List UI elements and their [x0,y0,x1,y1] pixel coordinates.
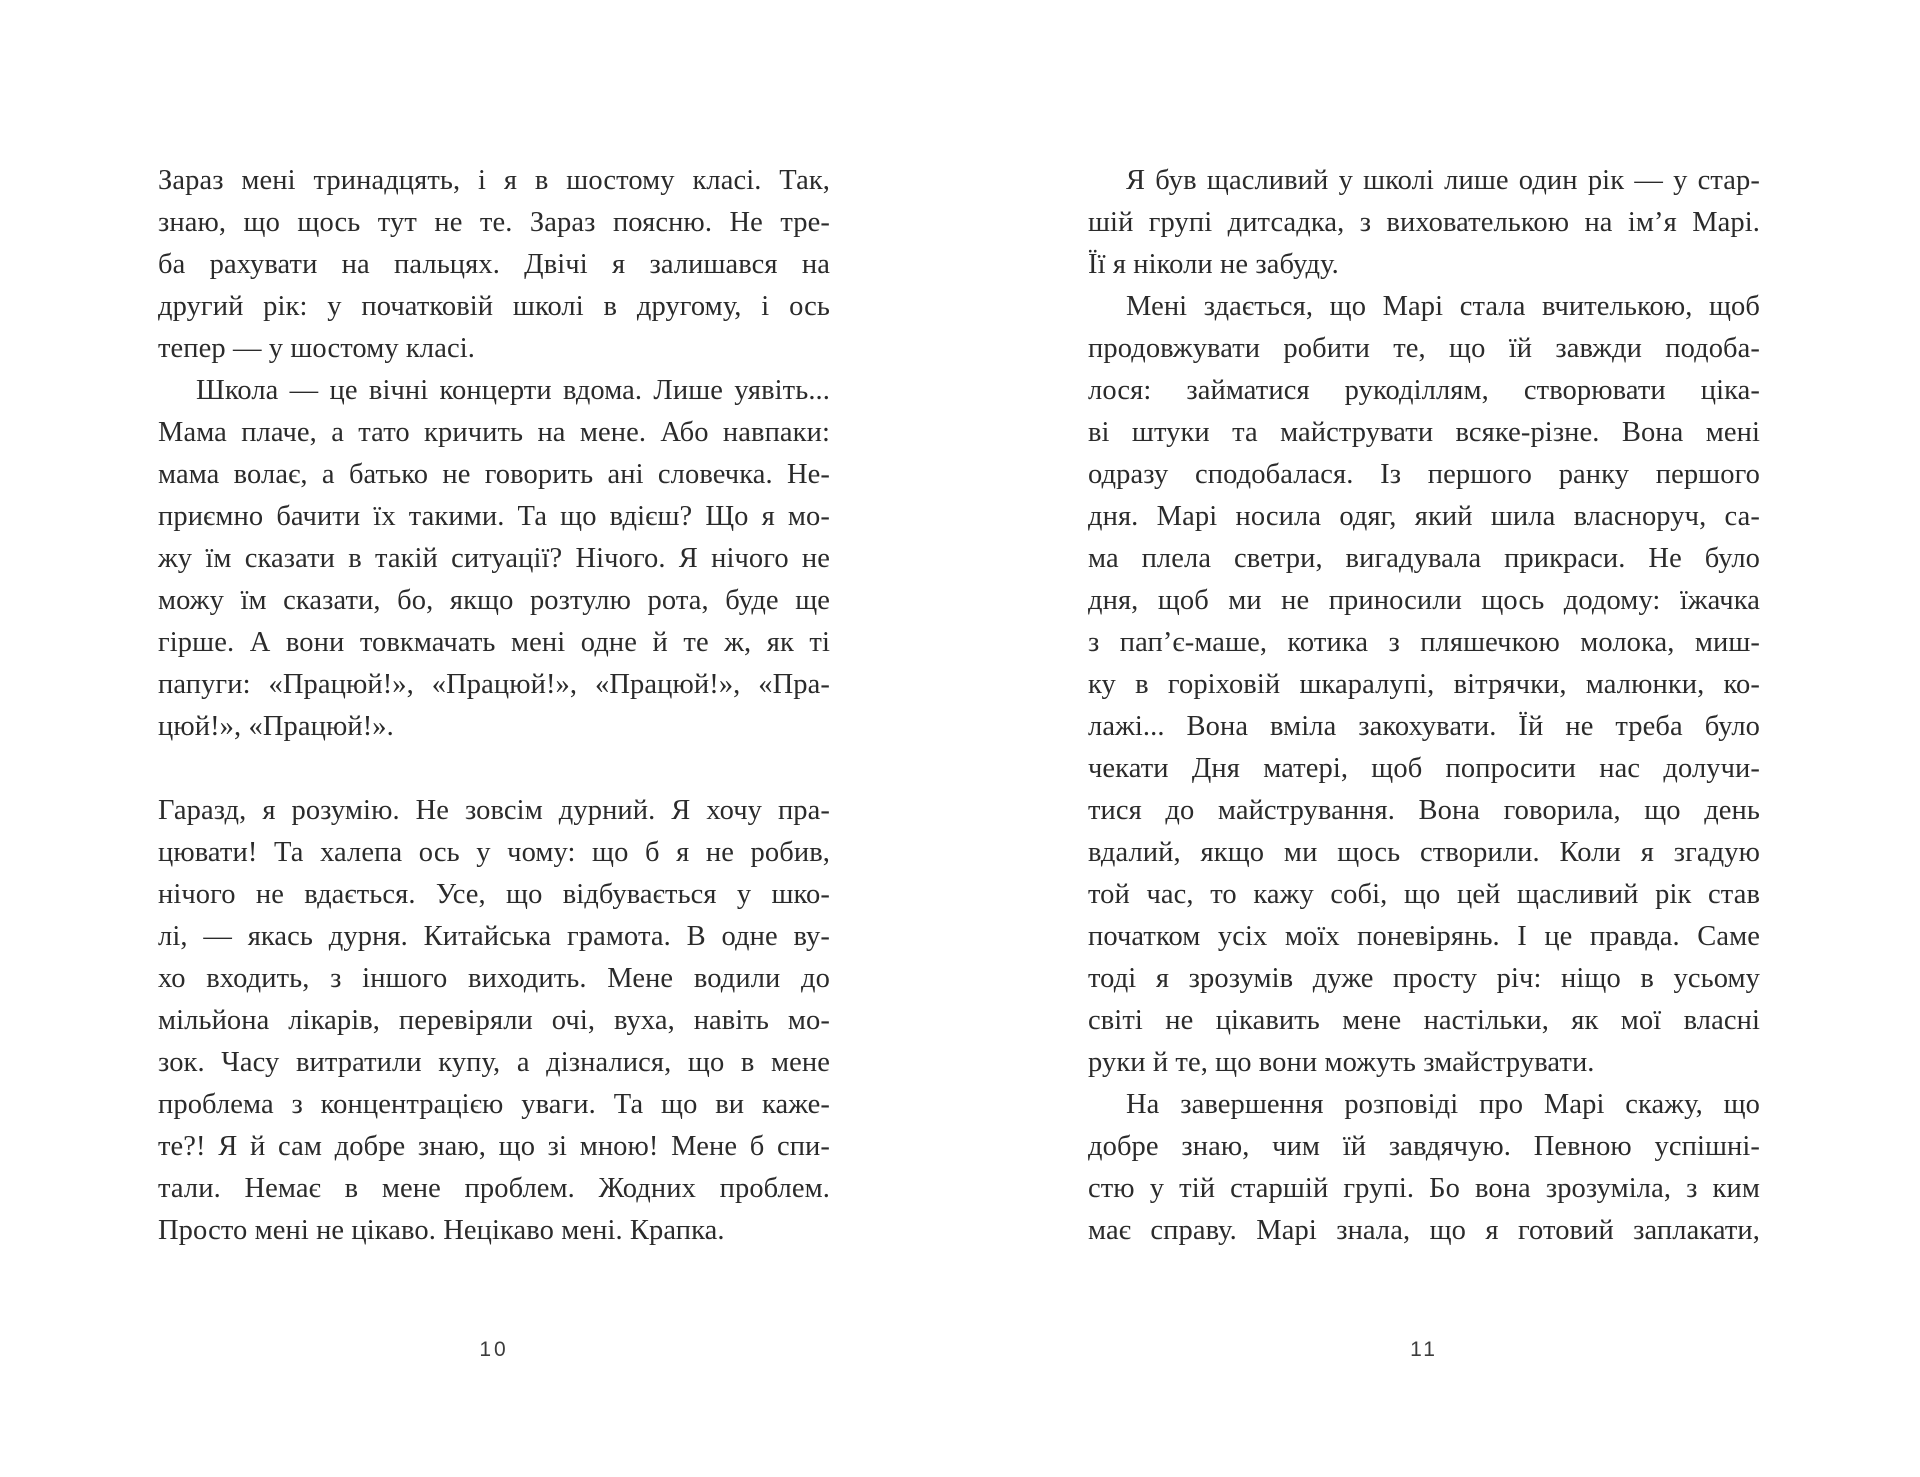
text-line: хо входить, з іншого виходить. Мене водили до [158,963,830,994]
text-line: знаю, що щось тут не те. Зараз поясню. Не тре- [158,207,830,238]
text-line: нічого не вдається. Усе, що відбувається у шко- [158,879,830,910]
text-line: ві штуки та майструвати всяке-різне. Вона мені [1088,417,1760,448]
text-line: ба рахувати на пальцях. Двічі я залишався на [158,249,830,280]
text-line: приємно бачити їх такими. Та що вдієш? Що я мо- [158,501,830,532]
text-line: ку в горіховій шкаралупі, вітрячки, малюнки, ко- [1088,669,1760,700]
text-line: те?! Я й сам добре знаю, що зі мною! Мене б спи- [158,1131,830,1162]
text-line: вдалий, якщо ми щось створили. Коли я згадую [1088,837,1760,868]
text-line: Гаразд, я розумію. Не зовсім дурний. Я хочу пра- [158,795,830,826]
text-line: мама волає, а батько не говорить ані словечка. Не- [158,459,830,490]
paragraph-break [158,748,830,790]
text-line: На завершення розповіді про Марі скажу, що [1126,1089,1760,1120]
text-line: тали. Немає в мене проблем. Жодних проблем. [158,1173,830,1204]
text-line: Її я ніколи не забуду. [1088,249,1339,280]
text-line: Просто мені не цікаво. Нецікаво мені. Крапка. [158,1215,725,1246]
text-line: мільйона лікарів, перевіряли очі, вуха, навіть мо- [158,1005,830,1036]
text-line: ма плела светри, вигадувала прикраси. Не було [1088,543,1760,574]
text-line: лі, — якась дурня. Китайська грамота. В одне ву- [158,921,830,952]
text-line: одразу сподобалася. Із першого ранку першого [1088,459,1760,490]
text-line: дня. Марі носила одяг, який шила власноруч, са- [1088,501,1760,532]
text-line: цювати! Та халепа ось у чому: що б я не робив, [158,837,830,868]
page-right-text-block [1088,160,1760,1252]
text-line: Мама плаче, а тато кричить на мене. Або навпаки: [158,417,830,448]
text-line: зок. Часу витратили купу, а дізналися, що в мене [158,1047,830,1078]
text-line: лося: займатися рукоділлям, створювати ціка- [1088,375,1760,406]
page-right [1088,160,1760,1361]
text-line: той час, то кажу собі, що цей щасливий рік став [1088,879,1760,910]
text-line: з пап’є-маше, котика з пляшечкою молока, миш- [1088,627,1760,658]
text-line: продовжувати робити те, що їй завжди подоба- [1088,333,1760,364]
text-line: тепер — у шостому класі. [158,333,475,364]
text-line: жу їм сказати в такій ситуації? Нічого. Я нічого не [158,543,830,574]
text-line: добре знаю, чим їй завдячую. Певною успішні- [1088,1131,1760,1162]
text-line: тоді я зрозумів дуже просту річ: ніщо в усьому [1088,963,1760,994]
text-line: початком усіх моїх поневірянь. І це правда. Саме [1088,921,1760,952]
text-line: можу їм сказати, бо, якщо розтулю рота, буде ще [158,585,830,616]
text-line: Я був щасливий у школі лише один рік — у стар- [1126,165,1760,196]
text-line: чекати Дня матері, щоб попросити нас долучи- [1088,753,1760,784]
text-line: стю у тій старшій групі. Бо вона зрозуміла, з ким [1088,1173,1760,1204]
text-line: папуги: «Працюй!», «Працюй!», «Працюй!», «Пра- [158,669,830,700]
text-line: тися до майстрування. Вона говорила, що день [1088,795,1760,826]
text-line: лажі... Вона вміла закохувати. Їй не треба було [1088,711,1760,742]
text-line: шій групі дитсадка, з вихователькою на ім’я Марі. [1088,207,1760,238]
text-line: гірше. А вони товкмачать мені одне й те ж, як ті [158,627,830,658]
page-left-number: 10 [479,1338,509,1361]
text-line: проблема з концентрацією уваги. Та що ви каже- [158,1089,830,1120]
text-line: Мені здається, що Марі стала вчителькою, щоб [1126,291,1760,322]
text-line: другий рік: у початковій школі в другому, і ось [158,291,830,322]
text-line: Зараз мені тринадцять, і я в шостому класі. Так, [158,165,830,196]
text-line: має справу. Марі знала, що я готовий заплакати, [1088,1215,1760,1246]
text-line: дня, щоб ми не приносили щось додому: їжачка [1088,585,1760,616]
page-right-number: 11 [1410,1338,1438,1361]
text-line: Школа — це вічні концерти вдома. Лише уявіть... [196,375,830,406]
text-line: цюй!», «Працюй!». [158,711,394,742]
text-line: світі не цікавить мене настільки, як мої власні [1088,1005,1760,1036]
text-line: руки й те, що вони можуть змайструвати. [1088,1047,1595,1078]
page-left [158,160,830,1361]
page-left-text-block [158,160,830,1252]
